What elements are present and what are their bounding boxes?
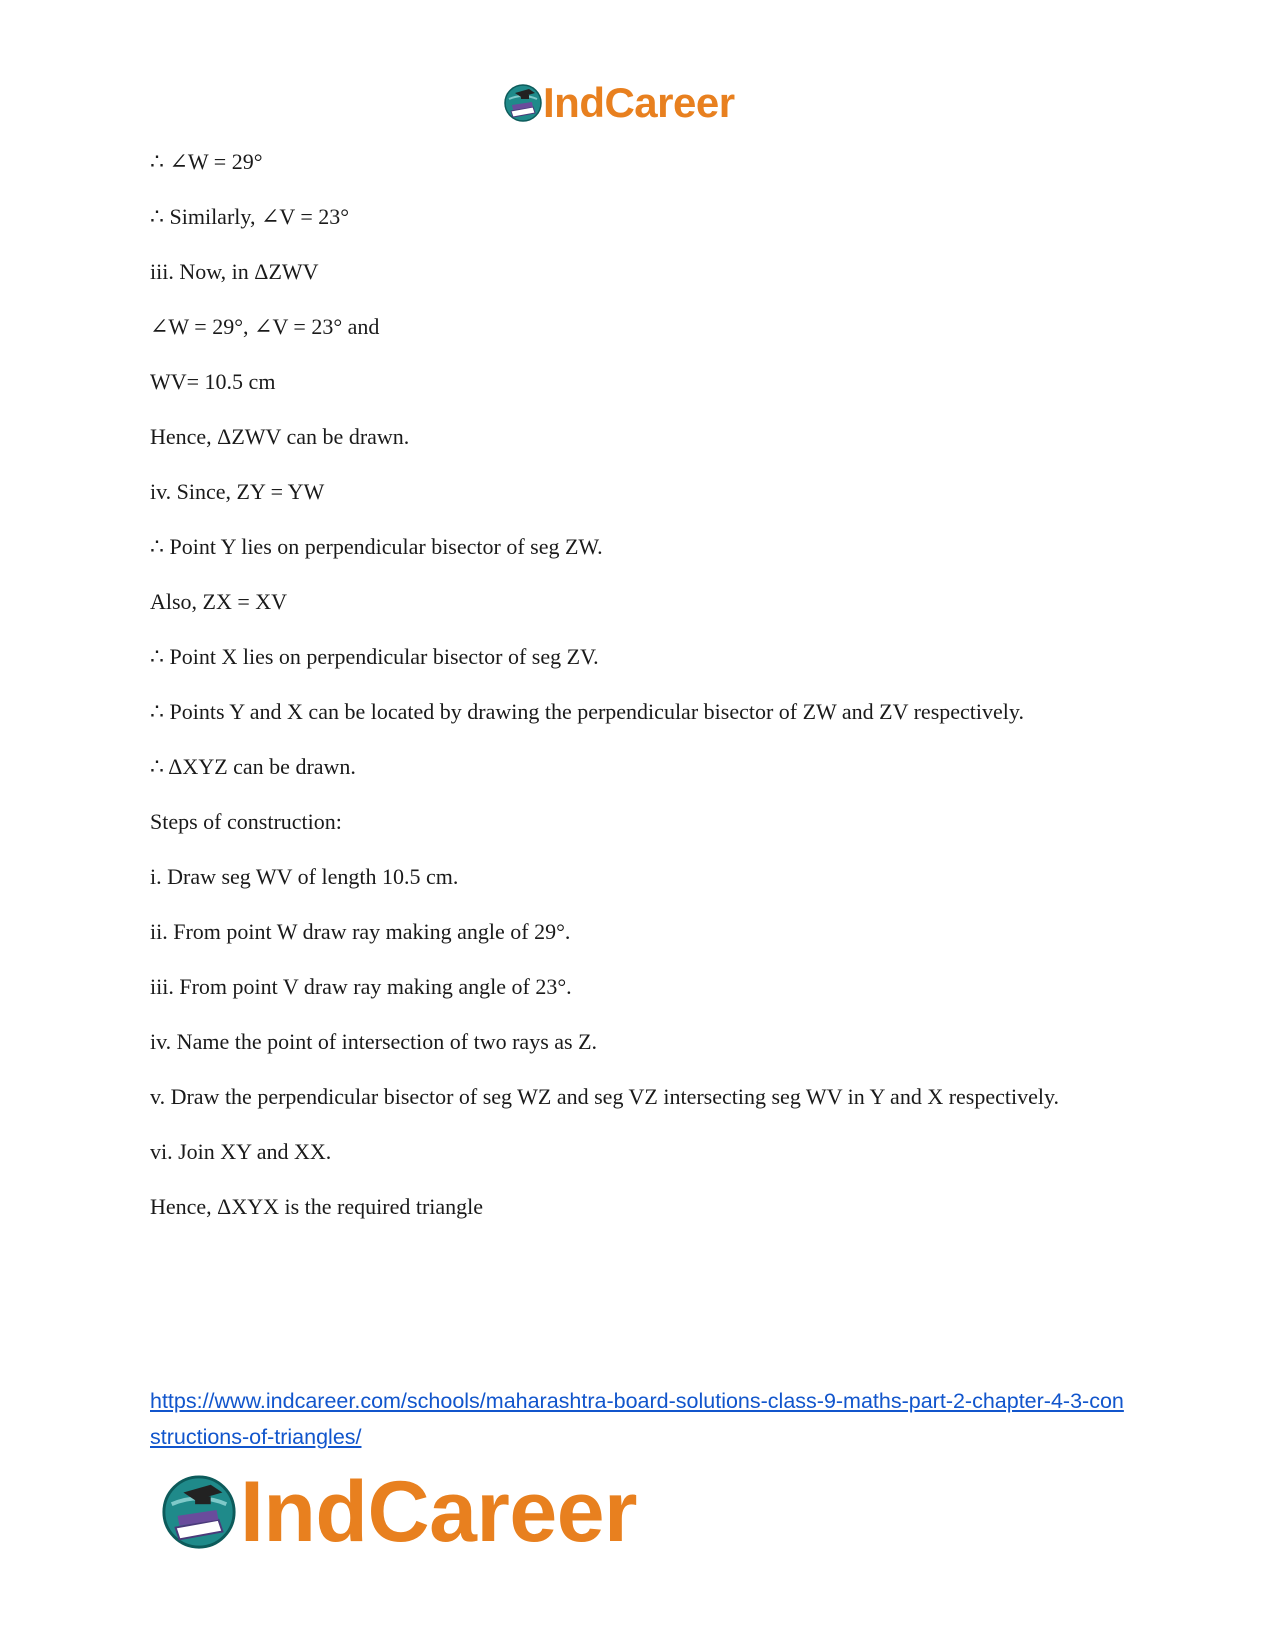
paragraph: WV= 10.5 cm	[150, 369, 276, 394]
footer-logo	[160, 1464, 637, 1560]
construction-step: iv. Name the point of intersection of two rays as Z.	[150, 1029, 598, 1054]
construction-step: iii. From point V draw ray making angle of 23°.	[150, 974, 572, 999]
paragraph: iv. Since, ZY = YW	[150, 479, 325, 504]
construction-step: i. Draw seg WV of length 10.5 cm.	[150, 864, 459, 889]
logo-globe-icon	[160, 1473, 238, 1551]
construction-step: ii. From point W draw ray making angle of 29°.	[150, 919, 571, 944]
logo-wordmark: IndCareer	[543, 79, 735, 126]
construction-step: v. Draw the perpendicular bisector of seg WZ and seg VZ intersecting seg WV in Y and X respectively.	[150, 1084, 1060, 1109]
paragraph: ∴ Point X lies on perpendicular bisector of seg ZV.	[150, 644, 599, 669]
source-url-link[interactable]: https://www.indcareer.com/schools/maharashtra-board-solutions-class-9-maths-part-2-chapter-4-3-constructions-of-triangles/	[150, 1389, 1124, 1449]
paragraph: ∴ Points Y and X can be located by drawing the perpendicular bisector of ZW and ZV respectively.	[150, 699, 1024, 724]
construction-step: vi. Join XY and XX.	[150, 1139, 332, 1164]
paragraph: iii. Now, in ΔZWV	[150, 259, 319, 284]
document-body	[150, 147, 1125, 1247]
header-logo	[503, 80, 735, 126]
section-heading: Steps of construction:	[150, 809, 342, 834]
paragraph: Also, ZX = XV	[150, 589, 288, 614]
logo-globe-icon	[503, 83, 543, 123]
paragraph: ∴ Similarly, ∠V = 23°	[150, 204, 350, 229]
paragraph: ∠W = 29°, ∠V = 23° and	[150, 314, 380, 339]
paragraph: ∴ ∠W = 29°	[150, 149, 263, 174]
paragraph: Hence, ΔZWV can be drawn.	[150, 424, 410, 449]
paragraph: ∴ ΔXYZ can be drawn.	[150, 754, 356, 779]
logo-wordmark: IndCareer	[240, 1464, 637, 1560]
paragraph: ∴ Point Y lies on perpendicular bisector of seg ZW.	[150, 534, 603, 559]
conclusion: Hence, ΔXYX is the required triangle	[150, 1194, 484, 1219]
